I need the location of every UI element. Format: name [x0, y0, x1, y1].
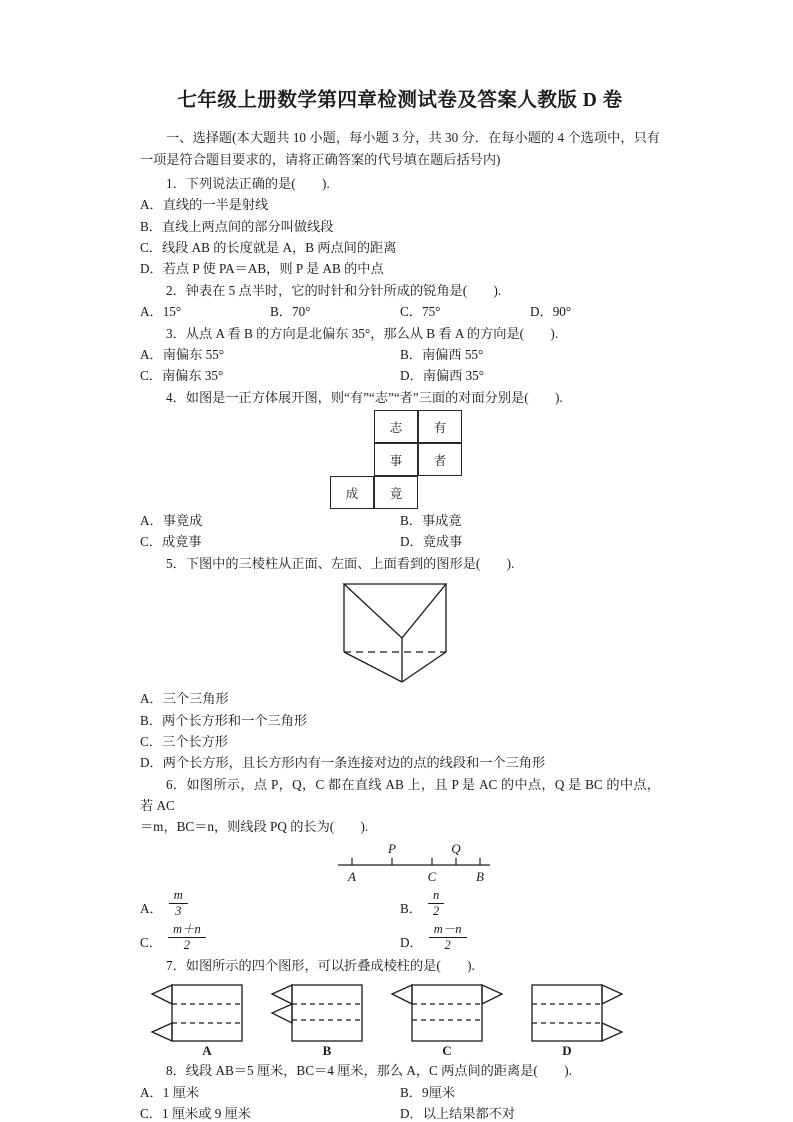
section-intro: 一、选择题(本大题共 10 小题，每小题 3 分，共 30 分．在每小题的 4 个选项中，只有一项是符合题目要求的，请将正确答案的代号填在题后括号内): [140, 130, 660, 168]
page-title: 七年级上册数学第四章检测试卷及答案人教版 D 卷: [177, 90, 623, 111]
question-6-option-b-label: B．: [400, 901, 422, 917]
question-2-text: 钟表在 5 点半时，它的时针和分针所成的锐角是( ).: [185, 282, 502, 298]
prism-nets-drawing: [150, 980, 650, 1058]
question-5-text: 下图中的三棱柱从正面、左面、上面看到的图形是( ).: [185, 555, 515, 571]
question-8-option-b: B．9厘米: [400, 1084, 455, 1100]
svg-text:P: P: [388, 840, 396, 856]
question-4-number: 4．: [166, 389, 186, 405]
question-3-option-c: C．南偏东 35°: [140, 368, 224, 384]
question-4-option-a: A．事竟成: [140, 513, 203, 529]
question-6-option-a-label: A．: [140, 901, 163, 917]
question-6-option-d-label: D．: [400, 935, 423, 951]
number-line-drawing: [330, 841, 500, 885]
svg-text:A: A: [202, 1043, 212, 1059]
fraction-a-denominator: 3: [169, 903, 188, 919]
question-4-options-row2: [140, 531, 660, 552]
fraction-b: [428, 889, 444, 919]
question-3-stem: [140, 323, 660, 344]
question-1-stem: [140, 173, 660, 194]
prism-nets-figure: [140, 980, 660, 1058]
question-6-option-b: [400, 889, 660, 919]
question-1-number: 1．: [166, 175, 186, 191]
svg-text:C: C: [427, 868, 437, 884]
question-8-option-a: A．1 厘米: [140, 1084, 199, 1100]
svg-text:B: B: [322, 1043, 332, 1059]
question-1-option-c: C．线段 AB 的长度就是 A，B 两点间的距离: [140, 240, 397, 256]
question-4-option-d: D．竟成事: [400, 534, 463, 550]
fraction-b-denominator: 2: [428, 903, 444, 919]
question-3-option-a: A．南偏东 55°: [140, 346, 225, 362]
question-5-stem: [140, 553, 660, 574]
fraction-a-numerator: m: [173, 887, 183, 902]
question-2-option-a: A．15°: [140, 304, 182, 320]
svg-text:C: C: [442, 1043, 452, 1059]
fraction-c: [168, 923, 206, 953]
question-8-option-c: C．1 厘米或 9 厘米: [140, 1105, 251, 1121]
svg-text:Q: Q: [451, 840, 461, 856]
fraction-c-numerator: m＋n: [172, 921, 201, 936]
fraction-d-numerator: m－n: [433, 921, 462, 936]
svg-text:A: A: [348, 868, 356, 884]
question-1-option-a: A．直线的一半是射线: [140, 197, 269, 213]
fraction-d-denominator: 2: [429, 937, 467, 953]
question-6-stem-line2: ＝m，BC＝n，则线段 PQ 的长为( ).: [140, 819, 369, 835]
question-4-option-c: C．成竟事: [140, 534, 202, 550]
question-4-stem: [140, 387, 660, 408]
question-2-number: 2．: [166, 282, 186, 298]
question-1-option-b: B．直线上两点间的部分叫做线段: [140, 218, 334, 234]
cube-net-cell-zhe: 者: [418, 443, 462, 476]
question-6-options-row1: [140, 889, 660, 919]
question-3-options-row2: [140, 365, 660, 386]
question-7-text: 如图所示的四个图形，可以折叠成棱柱的是( ).: [185, 957, 475, 973]
question-5-option-a: A．三个三角形: [140, 691, 229, 707]
question-3-option-d: D．南偏西 35°: [400, 368, 485, 384]
question-3-text: 从点 A 看 B 的方向是北偏东 35°，那么从 B 看 A 的方向是( ).: [185, 325, 559, 341]
triangular-prism-drawing: [330, 578, 460, 684]
fraction-a: [169, 889, 188, 919]
question-5-number: 5．: [166, 555, 186, 571]
question-3-options-row1: [140, 344, 660, 365]
question-4-options-row1: [140, 510, 660, 531]
question-6-option-c: [140, 923, 400, 953]
question-8-text: 线段 AB＝5 厘米，BC＝4 厘米，那么 A，C 两点间的距离是( ).: [185, 1063, 572, 1079]
question-2-option-b: B．70°: [270, 304, 311, 320]
question-4-text: 如图是一正方体展开图，则“有”“志”“者”三面的对面分别是( ).: [185, 389, 563, 405]
question-6-option-c-label: C．: [140, 935, 162, 951]
question-8-stem: [140, 1060, 660, 1081]
question-4-option-b: B．事成竟: [400, 513, 462, 529]
number-line-figure: [140, 841, 660, 885]
question-3-number: 3．: [166, 325, 186, 341]
question-6-option-a: [140, 889, 400, 919]
question-5-option-c: C．三个长方形: [140, 733, 228, 749]
question-1-option-d: D．若点 P 使 PA＝AB，则 P 是 AB 的中点: [140, 261, 384, 277]
cube-net-cell-jing: 竟: [374, 476, 418, 509]
question-2-options: [140, 301, 660, 322]
cube-net-cell-cheng: 成: [330, 476, 374, 509]
question-8-option-d: D．以上结果都不对: [400, 1105, 516, 1121]
question-6-option-d: [400, 923, 660, 953]
question-6-stem-line1: [140, 774, 660, 817]
cube-net-cell-shi: 事: [374, 443, 418, 476]
question-5-option-b: B．两个长方形和一个三角形: [140, 712, 308, 728]
question-8-options-row2: [140, 1103, 660, 1122]
question-6-text-1: 如图所示，点 P，Q，C 都在直线 AB 上，且 P 是 AC 的中点，Q 是 BC 的中点，若 AC: [140, 776, 660, 814]
question-2-stem: [140, 280, 660, 301]
question-2-option-c: C．75°: [400, 304, 441, 320]
question-3-option-b: B．南偏西 55°: [400, 346, 484, 362]
triangular-prism-figure: [140, 578, 660, 686]
svg-text:D: D: [562, 1043, 572, 1059]
question-2-option-d: D．90°: [530, 304, 572, 320]
cube-net-cell-you: 有: [418, 410, 462, 443]
question-1-text: 下列说法正确的是( ).: [185, 175, 330, 191]
question-8-options-row1: [140, 1082, 660, 1103]
cube-net-figure: [140, 410, 660, 510]
question-8-number: 8．: [166, 1063, 186, 1079]
svg-text:B: B: [476, 868, 484, 884]
question-7-stem: [140, 955, 660, 976]
document-body: [140, 88, 660, 1122]
fraction-c-denominator: 2: [168, 937, 206, 953]
cube-net-cell-zhi: 志: [374, 410, 418, 443]
cube-net-grid: [330, 410, 470, 510]
question-7-number: 7．: [166, 957, 186, 973]
question-6-number: 6．: [166, 776, 187, 792]
question-5-option-d: D．两个长方形，且长方形内有一条连接对边的点的线段和一个三角形: [140, 755, 546, 771]
fraction-b-numerator: n: [432, 887, 440, 902]
fraction-d: [429, 923, 467, 953]
question-6-options-row2: [140, 923, 660, 953]
